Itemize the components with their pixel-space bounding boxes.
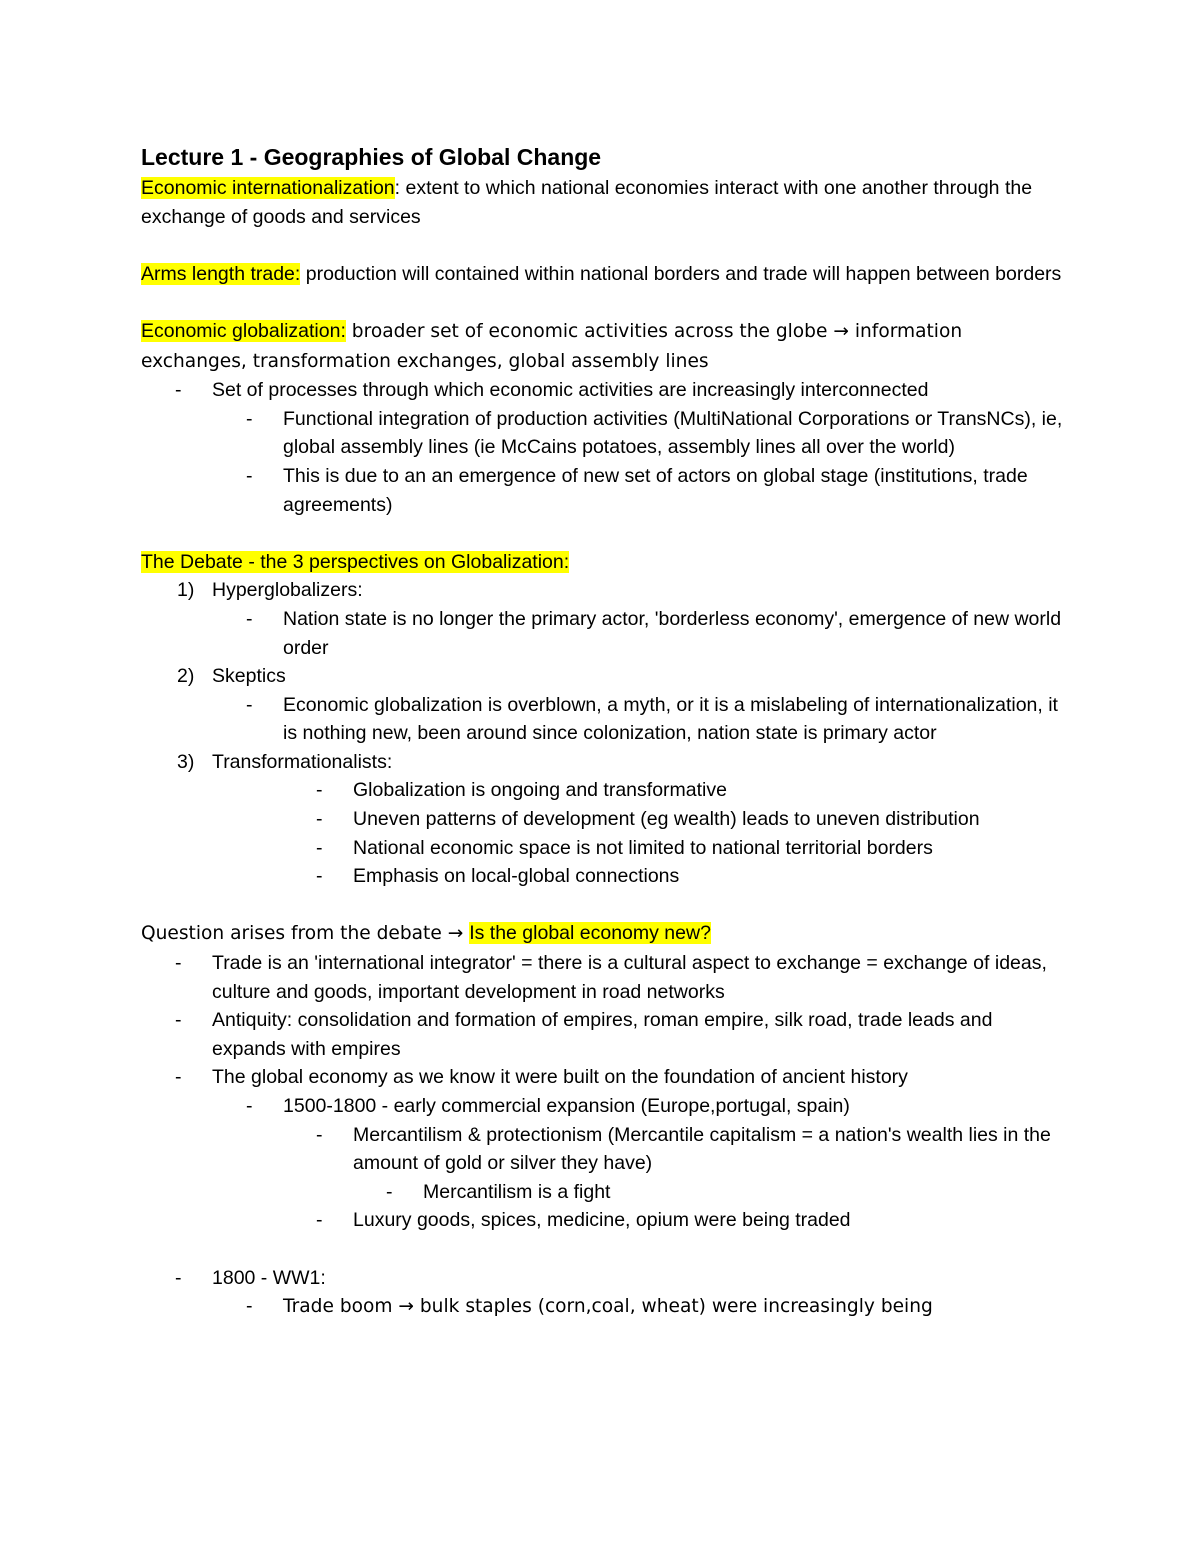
item-text: Transformationalists: — [212, 750, 393, 773]
numbered-item — [141, 662, 1071, 691]
term-highlight: Economic globalization: — [141, 319, 346, 342]
dash-marker: - — [175, 379, 182, 402]
blank-line — [141, 519, 1071, 548]
definition-economic-internationalization — [141, 174, 1071, 231]
item-text: Hyperglobalizers: — [212, 579, 363, 602]
definition-economic-globalization — [141, 317, 1071, 376]
dash-marker: - — [175, 952, 182, 975]
bullet-item — [141, 405, 1071, 462]
item-text: Skeptics — [212, 665, 286, 688]
dash-marker: - — [316, 865, 323, 888]
dash-marker: - — [175, 1266, 182, 1289]
dash-marker: - — [316, 1123, 323, 1146]
number-marker: 2) — [177, 665, 195, 688]
definition-arms-length-trade — [141, 260, 1071, 289]
bullet-item — [141, 862, 1071, 891]
bullet-item — [141, 1063, 1071, 1092]
blank-line — [141, 288, 1071, 317]
bullet-text: Emphasis on local-global connections — [353, 865, 680, 888]
bullet-text: Nation state is no longer the primary actor, 'borderless economy', emergence of new world order — [283, 607, 1062, 659]
heading-highlight: The Debate - the 3 perspectives on Globalization: — [141, 550, 570, 573]
bullet-item — [141, 1206, 1071, 1235]
bullet-item — [141, 776, 1071, 805]
bullet-item — [141, 691, 1071, 748]
bullet-item — [141, 1092, 1071, 1121]
dash-marker: - — [246, 607, 253, 630]
debate-heading — [141, 548, 1071, 577]
numbered-item — [141, 576, 1071, 605]
dash-marker: - — [316, 1209, 323, 1232]
dash-marker: - — [316, 836, 323, 859]
blank-line — [141, 1235, 1071, 1264]
bullet-text: Uneven patterns of development (eg wealth) leads to uneven distribution — [353, 808, 980, 831]
dash-marker: - — [246, 693, 253, 716]
blank-line — [141, 891, 1071, 920]
bullet-text: This is due to an an emergence of new set of actors on global stage (institutions, trade agreements) — [283, 464, 1028, 516]
bullet-item — [141, 1292, 1071, 1322]
bullet-text: Economic globalization is overblown, a myth, or it is a mislabeling of internationalization, it is nothing new, been around since colonization, nation state is primary actor — [283, 693, 1058, 745]
blank-line — [141, 231, 1071, 260]
dash-marker: - — [316, 808, 323, 831]
bullet-text: Globalization is ongoing and transformative — [353, 779, 727, 802]
bullet-text: Antiquity: consolidation and formation of empires, roman empire, silk road, trade leads and expands with empires — [212, 1009, 993, 1060]
bullet-text: Trade boom → bulk staples (corn,coal, wheat) were increasingly being — [283, 1296, 933, 1318]
numbered-item — [141, 748, 1071, 777]
dash-marker: - — [386, 1180, 393, 1203]
dash-marker: - — [246, 1095, 253, 1117]
bullet-text: 1500-1800 - early commercial expansion (Europe,portugal, spain) — [283, 1095, 850, 1117]
bullet-item — [141, 805, 1071, 834]
bullet-text: Functional integration of production activities (MultiNational Corporations or TransNCs), ie, global assembly lines (ie McCains potatoes, assembly lines all over the world) — [283, 407, 1063, 459]
question-highlight: Is the global economy new? — [469, 922, 711, 945]
term-highlight: Economic internationalization — [141, 177, 395, 199]
bullet-item — [141, 1006, 1071, 1063]
dash-marker: - — [246, 407, 253, 430]
bullet-text: Set of processes through which economic activities are increasingly interconnected — [212, 379, 929, 402]
term-highlight: Arms length trade: — [141, 262, 301, 285]
lecture-title: Lecture 1 - Geographies of Global Change — [141, 144, 602, 170]
question-line — [141, 919, 1071, 949]
bullet-text: The global economy as we know it were built on the foundation of ancient history — [212, 1066, 908, 1089]
definition-text: : extent to which national economies interact with one another through the exchange of goods and services — [141, 177, 1033, 228]
dash-marker: - — [246, 464, 253, 487]
definition-text: production will contained within national borders and trade will happen between borders — [300, 262, 1062, 285]
bullet-item — [141, 605, 1071, 662]
bullet-item — [141, 376, 1071, 405]
bullet-item — [141, 1264, 1071, 1293]
question-lead: Question arises from the debate → — [141, 923, 470, 945]
dash-marker: - — [246, 1295, 253, 1318]
dash-marker: - — [316, 779, 323, 802]
bullet-item — [141, 1178, 1071, 1207]
bullet-item — [141, 1121, 1071, 1178]
bullet-text: National economic space is not limited to national territorial borders — [353, 836, 933, 859]
dash-marker: - — [175, 1066, 182, 1089]
number-marker: 3) — [177, 750, 195, 773]
dash-marker: - — [175, 1009, 182, 1032]
document-page — [141, 140, 1071, 1322]
bullet-text: Trade is an 'international integrator' = there is a cultural aspect to exchange = exchange of ideas, culture and goods, important development in road networks — [212, 952, 1047, 1003]
bullet-text: Luxury goods, spices, medicine, opium were being traded — [353, 1209, 851, 1232]
bullet-item — [141, 462, 1071, 519]
bullet-text: Mercantilism & protectionism (Mercantile capitalism = a nation's wealth lies in the amount of gold or silver they have) — [353, 1123, 1051, 1175]
bullet-item — [141, 834, 1071, 863]
number-marker: 1) — [177, 579, 195, 602]
bullet-text: 1800 - WW1: — [212, 1266, 326, 1289]
bullet-item — [141, 949, 1071, 1006]
bullet-text: Mercantilism is a fight — [423, 1180, 611, 1203]
definition-text: broader set of economic activities across the globe → information exchanges, transformation exchanges, global assembly lines — [141, 320, 963, 372]
